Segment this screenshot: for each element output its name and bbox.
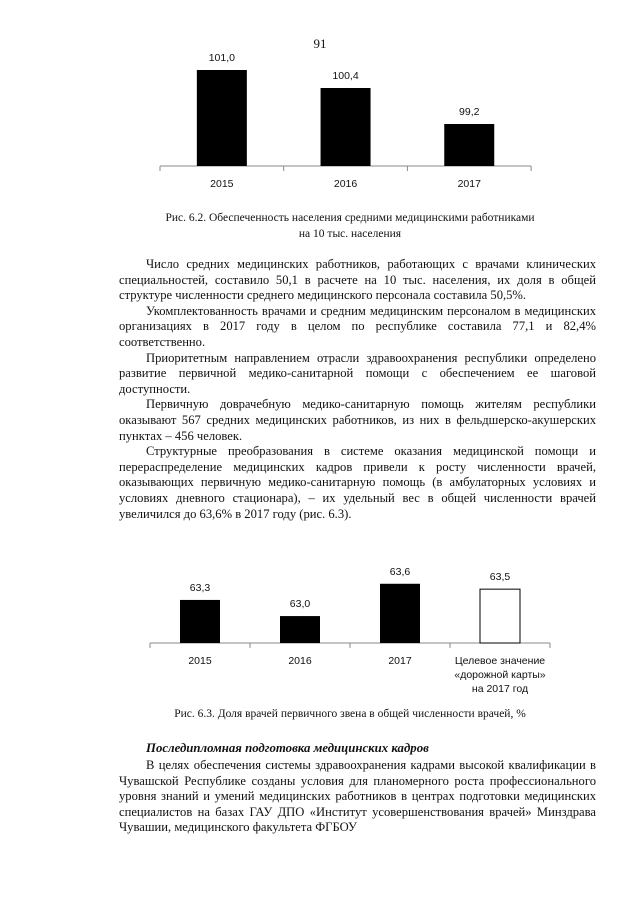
figure-6-3-chart <box>0 565 640 705</box>
data-label: 63,3 <box>189 581 211 594</box>
figure-6-3-caption <box>80 706 620 722</box>
paragraph: Первичную доврачебную медико-санитарную помощь жителям республики оказывают 567 средних медицинских работников, из них в фельдшерско-акушерских пунктах – 456 человек. <box>119 397 596 443</box>
paragraph: В целях обеспечения системы здравоохранения кадрами высокой квалификации в Чувашской Республике созданы условия для планомерного роста профессионального уровня знаний и умений медицинских работников в центрах подготовки медицинских специалистов на базах ГАУ ДПО «Институт усовершенствования врачей» Минздрава Чувашии, медицинского факультета ФГБОУ <box>119 758 596 835</box>
category-label: 2015 <box>210 178 234 190</box>
data-label: 63,0 <box>289 598 311 611</box>
bar <box>444 124 494 166</box>
data-label: 101,0 <box>208 52 235 64</box>
data-label: 63,6 <box>389 565 411 578</box>
bar <box>180 600 220 643</box>
category-label: 2016 <box>333 178 358 190</box>
figure-6-2-caption-line1: Рис. 6.2. Обеспеченность населения средними медицинскими работниками <box>165 212 535 224</box>
data-label: 63,5 <box>489 571 511 584</box>
category-label: на 2017 год <box>471 683 529 695</box>
data-label: 100,4 <box>332 70 359 82</box>
paragraph: Укомплектованность врачами и средним медицинским персоналом в медицинских организациях в 2017 году в целом по республике составила 77,1 и 82,4% соответственно. <box>119 303 596 349</box>
bar <box>280 616 320 643</box>
bar <box>321 88 371 166</box>
figure-6-2-caption-line2: на 10 тыс. населения <box>298 228 402 240</box>
page-number: 91 <box>313 36 327 51</box>
figure-6-3-caption-text: Рис. 6.3. Доля врачей первичного звена в общей численности врачей, % <box>174 708 526 720</box>
paragraph: Число средних медицинских работников, работающих с врачами клинических специальностей, составило 50,1 в расчете на 10 тыс. населения, их доля в общей структуре численности среднего медицинского персонала составила 50,5%. <box>119 257 596 303</box>
category-label: 2017 <box>457 178 481 190</box>
bar <box>480 589 520 643</box>
paragraph: Структурные преобразования в системе оказания медицинской помощи и перераспределение медицинских кадров привели к росту численности врачей, оказывающих первичную медико-санитарную помощь (в амбулаторных условиях и условиях дневного стационара), – их удельный вес в общей численности врачей увеличился до 63,6% в 2017 году (рис. 6.3). <box>119 444 596 521</box>
bar <box>380 584 420 643</box>
data-label: 99,2 <box>459 106 480 118</box>
category-label: 2016 <box>288 655 312 667</box>
category-label: Целевое значение <box>454 655 546 667</box>
category-label: «дорожной карты» <box>454 669 546 681</box>
figure-6-2-chart <box>0 0 640 200</box>
main-text <box>119 257 596 522</box>
bar <box>197 70 247 166</box>
section-heading: Последипломная подготовка медицинских кадров <box>146 741 429 755</box>
figure-6-2-caption <box>80 210 620 242</box>
paragraph: Приоритетным направлением отрасли здравоохранения республики определено развитие первичной медико-санитарной помощи с обеспечением ее шаговой доступности. <box>119 350 596 396</box>
category-label: 2017 <box>388 655 412 667</box>
section-text <box>119 758 596 836</box>
category-label: 2015 <box>188 655 212 667</box>
